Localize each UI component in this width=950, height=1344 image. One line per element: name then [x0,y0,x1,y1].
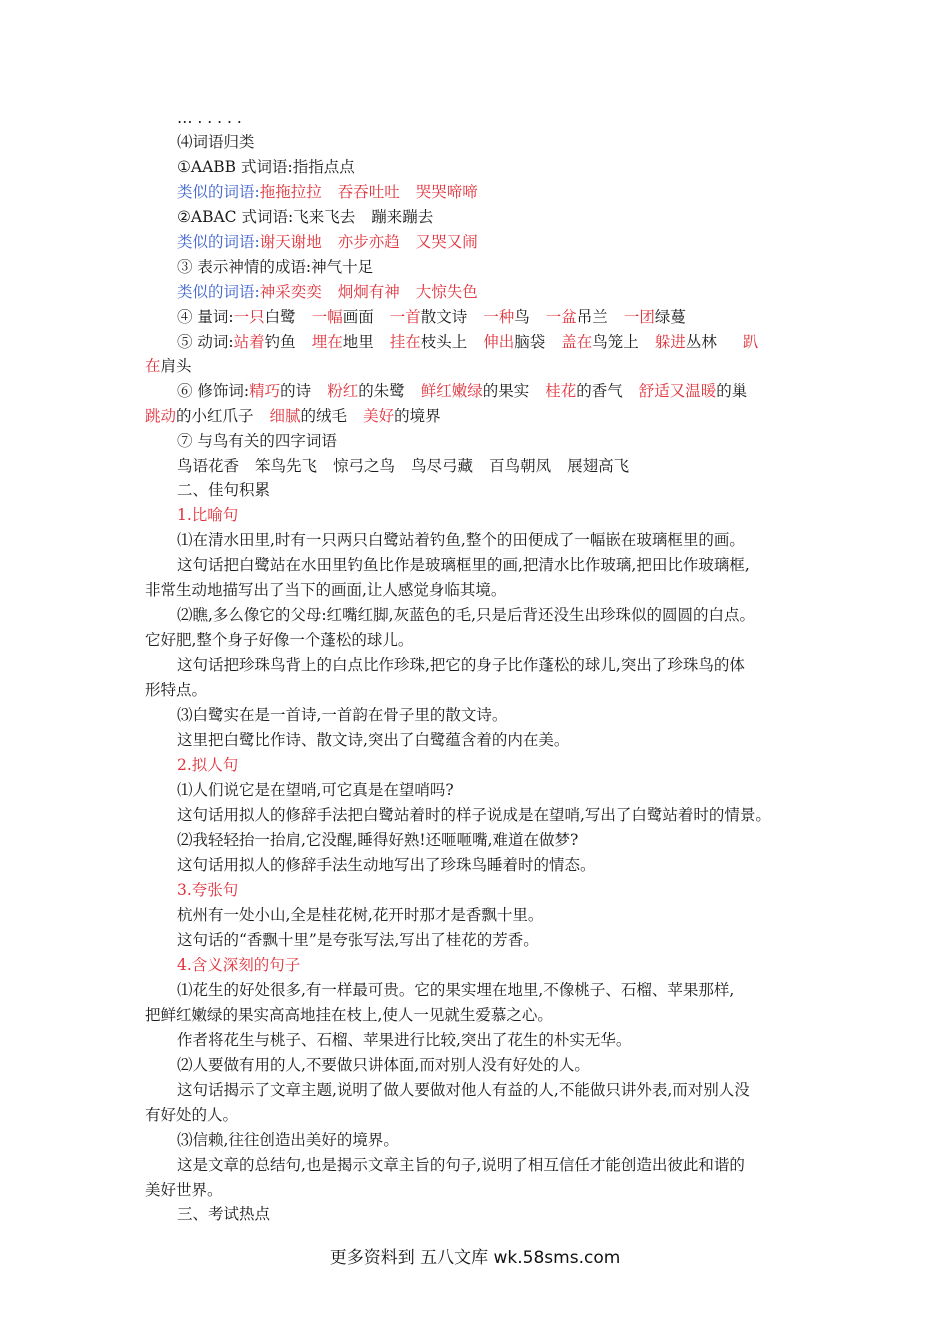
paragraph: 作者将花生与桃子、石榴、苹果进行比较,突出了花生的朴实无华。 [177,1031,632,1049]
paragraph: 这句话揭示了文章主题,说明了做人要做对他人有益的人,不能做只讲外表,而对别人没 [177,1081,750,1099]
modifiers-line-cont: 跳动的小红爪子 细腻的绒毛 美好的境界 [145,407,441,425]
aabb-line: ①AABB 式词语:指指点点 [177,158,355,176]
expression-idiom-line: ③ 表示神情的成语:神气十足 [177,258,374,276]
dots: … . . . . . [177,109,242,127]
verbs-line-cont: 在肩头 [145,357,192,375]
bird-idioms-line: 鸟语花香 笨鸟先飞 惊弓之鸟 鸟尽弓藏 百鸟朝凤 展翅高飞 [177,457,630,475]
bird-idioms-title: ⑦ 与鸟有关的四字词语 [177,432,337,450]
paragraph: 有好处的人。 [145,1106,239,1124]
heading-personification: 2.拟人句 [177,756,239,774]
heading-hyperbole: 3.夸张句 [177,881,239,899]
paragraph: 这句话把白鹭站在水田里钓鱼比作是玻璃框里的画,把清水比作玻璃,把田比作玻璃框, [177,556,750,574]
paragraph: 这句话把珍珠鸟背上的白点比作珍珠,把它的身子比作蓬松的球儿,突出了珍珠鸟的体 [177,656,745,674]
paragraph: ⑶信赖,往往创造出美好的境界。 [177,1131,399,1149]
abac-line: ②ABAC 式词语:飞来飞去 蹦来蹦去 [177,208,434,226]
heading-metaphor: 1.比喻句 [177,506,239,524]
paragraph: 把鲜红嫩绿的果实高高地挂在枝上,使人一见就生爱慕之心。 [145,1006,553,1024]
paragraph: 美好世界。 [145,1181,223,1199]
abac-similar-line: 类似的词语:谢天谢地 亦步亦趋 又哭又闹 [177,233,478,251]
paragraph: 这里把白鹭比作诗、散文诗,突出了白鹭蕴含着的内在美。 [177,731,570,749]
paragraph: 这句话的“香飘十里”是夸张写法,写出了桂花的芳香。 [177,931,539,949]
section-word-classification: ⑷词语归类 [177,133,255,151]
paragraph: ⑶白鹭实在是一首诗,一首韵在骨子里的散文诗。 [177,706,508,724]
modifiers-line: ⑥ 修饰词:精巧的诗 粉红的朱鹭 鲜红嫩绿的果实 桂花的香气 舒适又温暖的巢 [177,382,748,400]
section-good-sentences: 二、佳句积累 [177,481,271,499]
paragraph: ⑵人要做有用的人,不要做只讲体面,而对别人没有好处的人。 [177,1056,590,1074]
section-exam-hotspots: 三、考试热点 [177,1205,271,1223]
aabb-similar-line: 类似的词语:拖拖拉拉 吞吞吐吐 哭哭啼啼 [177,183,478,201]
paragraph: 非常生动地描写出了当下的画面,让人感觉身临其境。 [145,581,507,599]
paragraph: 它好肥,整个身子好像一个蓬松的球儿。 [145,631,414,649]
paragraph: ⑴花生的好处很多,有一样最可贵。它的果实埋在地里,不像桃子、石榴、苹果那样, [177,981,735,999]
measure-words-line: ④ 量词:一只白鹭 一幅画面 一首散文诗 一种鸟 一盆吊兰 一团绿蔓 [177,308,686,326]
paragraph: 这是文章的总结句,也是揭示文章主旨的句子,说明了相互信任才能创造出彼此和谐的 [177,1156,745,1174]
paragraph: 这句话用拟人的修辞手法把白鹭站着时的样子说成是在望哨,写出了白鹭站着时的情景。 [177,806,771,824]
footer-link[interactable]: 更多资料到 五八文库 wk.58sms.com [329,1248,621,1268]
paragraph: 形特点。 [145,681,208,699]
paragraph: 杭州有一处小山,全是桂花树,花开时那才是香飘十里。 [177,906,544,924]
paragraph: ⑵瞧,多么像它的父母:红嘴红脚,灰蓝色的毛,只是后背还没生出珍珠似的圆圆的白点。 [177,606,756,624]
paragraph: ⑴人们说它是在望哨,可它真是在望哨吗? [177,781,454,799]
heading-deep-meaning: 4.含义深刻的句子 [177,956,301,974]
verbs-line: ⑤ 动词:站着钓鱼 埋在地里 挂在枝头上 伸出脑袋 盖在鸟笼上 躲进丛林 趴 [177,333,759,351]
paragraph: ⑵我轻轻抬一抬肩,它没醒,睡得好熟!还咂咂嘴,难道在做梦? [177,831,579,849]
paragraph: ⑴在清水田里,时有一只两只白鹭站着钓鱼,整个的田便成了一幅嵌在玻璃框里的画。 [177,531,745,549]
expression-similar-line: 类似的词语:神采奕奕 炯炯有神 大惊失色 [177,283,478,301]
paragraph: 这句话用拟人的修辞手法生动地写出了珍珠鸟睡着时的情态。 [177,856,596,874]
